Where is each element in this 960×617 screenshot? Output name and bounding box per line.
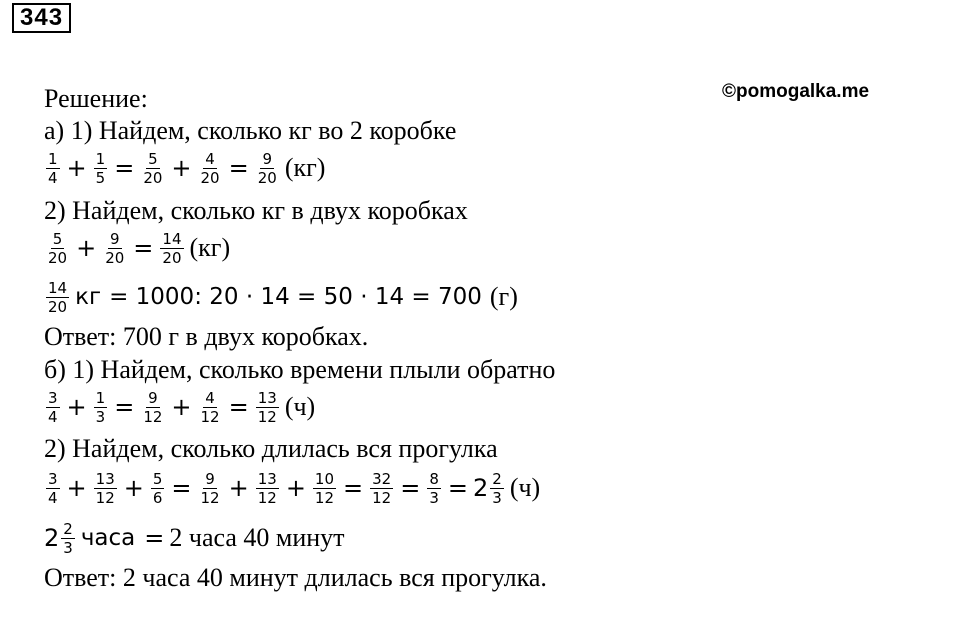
fraction: $\frac{13}{12}$ — [95, 469, 115, 507]
problem-number-badge: 343 — [12, 3, 71, 33]
fraction: $\frac{5}{20}$ — [48, 229, 68, 267]
unit-label: (ч) — [509, 473, 541, 502]
fraction: $\frac{32}{12}$ — [372, 469, 392, 507]
fraction: $\frac{3}{4}$ — [48, 388, 58, 426]
fraction: $\frac{9}{12}$ — [143, 388, 163, 426]
fraction: $\frac{9}{20}$ — [105, 229, 125, 267]
fraction: $\frac{2}{3}$ — [63, 519, 73, 557]
equation-b3: 2 $\frac{2}{3}$ часа = 2 часа 40 минут — [44, 519, 345, 557]
unit-text: кг — [75, 284, 102, 310]
equation-b1: $\frac{3}{4}$ + $\frac{1}{3}$ = $\frac{9}{12}$ + $\frac{4}{12}$ = $\frac{13}{12}$ (ч) — [48, 388, 316, 426]
fraction: $\frac{9}{20}$ — [257, 149, 277, 187]
part-a-step1: а) 1) Найдем, сколько кг во 2 коробке — [44, 116, 457, 145]
fraction: $\frac{5}{6}$ — [152, 469, 163, 507]
unit-label: (г) — [489, 282, 518, 311]
part-b-step2: 2) Найдем, сколько длилась вся прогулка — [44, 434, 498, 463]
fraction: $\frac{9}{12}$ — [200, 469, 220, 507]
mixed-number-whole: 2 — [472, 474, 489, 502]
fraction: $\frac{1}{3}$ — [95, 388, 106, 426]
unit-label: (ч) — [284, 392, 316, 421]
part-a-step2: 2) Найдем, сколько кг в двух коробках — [44, 196, 468, 225]
part-a-answer: Ответ: 700 г в двух коробках. — [44, 322, 369, 351]
fraction: $\frac{1}{4}$ — [48, 149, 58, 187]
fraction: $\frac{13}{12}$ — [257, 388, 277, 426]
calculation: = 1000: 20 · 14 = 50 · 14 = 700 — [109, 284, 482, 310]
solution-heading: Решение: — [44, 84, 148, 113]
fraction: $\frac{5}{20}$ — [143, 149, 163, 187]
fraction: $\frac{4}{20}$ — [200, 149, 220, 187]
equation-a1: $\frac{1}{4}$ + $\frac{1}{5}$ = $\frac{5}{20}$ + $\frac{4}{20}$ = $\frac{9}{20}$ (кг) — [48, 149, 326, 187]
equation-b2: $\frac{3}{4}$ + $\frac{13}{12}$ + $\frac{5}{6}$ = $\frac{9}{12}$ + $\frac{13}{12}$ + $\frac{10}{12}$ = $\frac{32}{12}$ = $\frac{8}{3}$ = 2 $\frac{2}{3}$ (ч) — [48, 469, 541, 507]
equation-a2: $\frac{5}{20}$ + $\frac{9}{20}$ = $\frac{14}{20}$ (кг) — [48, 229, 231, 267]
unit-label: (кг) — [189, 233, 231, 262]
fraction: $\frac{2}{3}$ — [492, 469, 502, 507]
watermark: ©pomogalka.me — [722, 81, 870, 102]
fraction: $\frac{3}{4}$ — [48, 469, 58, 507]
fraction: $\frac{4}{12}$ — [200, 388, 220, 426]
unit-label: (кг) — [284, 153, 326, 182]
part-b-answer: Ответ: 2 часа 40 минут длилась вся прогулка. — [44, 563, 547, 592]
fraction: $\frac{1}{5}$ — [95, 149, 106, 187]
fraction: $\frac{10}{12}$ — [314, 469, 335, 507]
result-text: 2 часа 40 минут — [169, 523, 345, 552]
hours-text: часа — [80, 525, 136, 551]
fraction: $\frac{14}{20}$ — [162, 229, 182, 267]
mixed-number-whole: 2 — [44, 524, 60, 552]
fraction: $\frac{8}{3}$ — [429, 469, 439, 507]
fraction: $\frac{13}{12}$ — [257, 469, 277, 507]
fraction: $\frac{14}{20}$ — [48, 278, 68, 316]
part-b-step1: б) 1) Найдем, сколько времени плыли обратно — [44, 355, 556, 384]
equation-a3 — [44, 275, 518, 319]
